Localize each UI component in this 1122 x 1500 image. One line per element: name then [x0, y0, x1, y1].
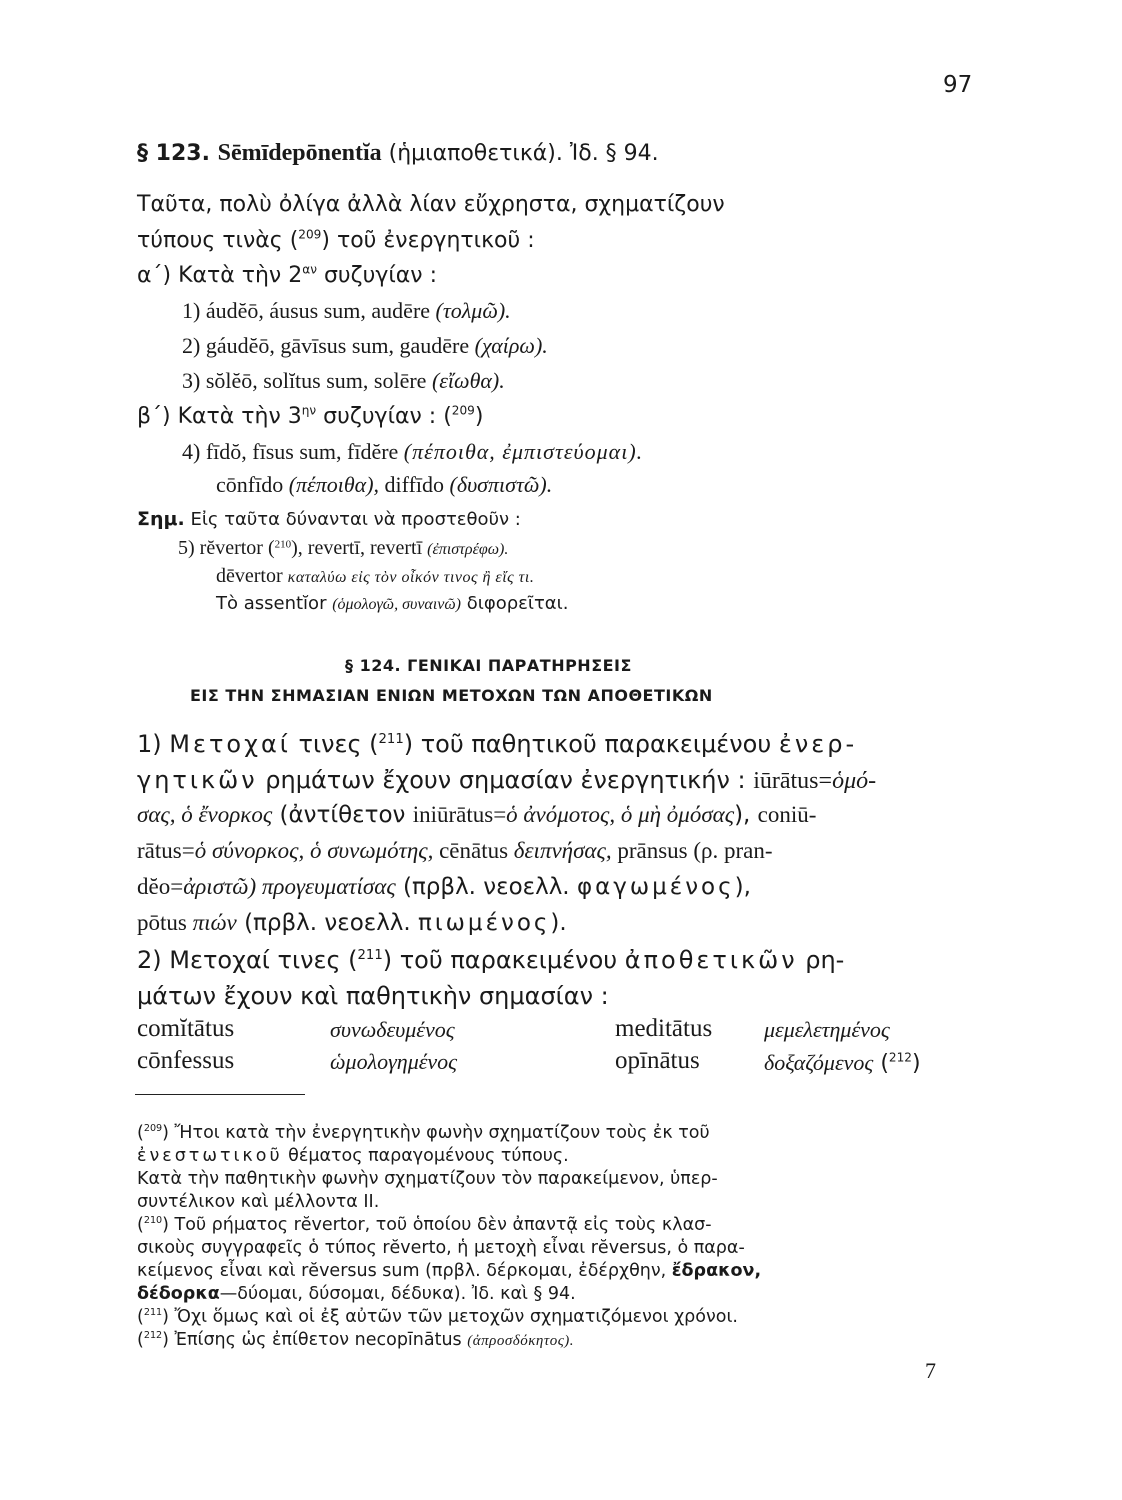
- verb-5: [178, 537, 508, 560]
- p1-text8: (πρβλ. νεοελλ.: [236, 910, 419, 936]
- conj-b-sup: ην: [301, 403, 317, 418]
- footnote-number: 211: [143, 1307, 163, 1319]
- note-label: Σημ.: [137, 508, 185, 530]
- p1-spaced3: γητικῶν: [137, 766, 258, 794]
- diffido: diffīdo: [379, 472, 450, 497]
- verb-4-greek: (πέποιθα, ἐμπιστεύομαι).: [403, 439, 644, 464]
- footnote-209: ($^{209}$) Ἤτοι κατὰ τὴν ἐνεργητικὴν φωνὴν σχηματίζουν τοὺς ἐκ τοῦ: [137, 1123, 710, 1143]
- footnote-ref: 211: [378, 732, 404, 747]
- p1-greek4: δειπνήσας,: [513, 838, 612, 863]
- verb-2-greek: (χαίρω).: [474, 333, 548, 358]
- participle-greek: δοξαζόμενος: [764, 1050, 874, 1075]
- p1-spaced5: πιωμένος: [418, 910, 551, 936]
- page-number: 97: [943, 72, 973, 98]
- devertor: dēvertor: [216, 565, 288, 587]
- p1-pransus: prānsus (ρ. pran-: [611, 838, 773, 863]
- footnote-text: ) Τοῦ ρήματος rĕvertor, τοῦ ὁποίου δὲν ἀπαντᾷ εἰς τοὺς κλασ-: [162, 1215, 712, 1235]
- para1-line6: [137, 910, 567, 936]
- conjugation-b: [137, 404, 483, 429]
- footnote-text: κείμενος εἶναι καὶ rĕversus sum (πρβλ. δέρκομαι, ἐδέρχθην,: [137, 1261, 672, 1281]
- verb-5-latin: 5) rĕvertor (: [178, 537, 275, 559]
- p1-prandeo: dĕo=: [137, 874, 184, 899]
- verb-5-rest: ), revertī, revertī: [291, 537, 428, 559]
- confido: cōnfīdo: [216, 472, 289, 497]
- p1-text5: ),: [734, 802, 758, 828]
- conjugation-a: [137, 263, 437, 288]
- footnote-number: 210: [143, 1215, 163, 1227]
- section-124-subheading: ΕΙΣ ΤΗΝ ΣΗΜΑΣΙΑΝ ΕΝΙΩΝ ΜΕΤΟΧΩΝ ΤΩΝ ΑΠΟΘΕΤΙΚΩΝ: [190, 686, 713, 705]
- verb-2: [182, 333, 548, 359]
- verb-4: [182, 439, 643, 465]
- footnote-ref: 212: [888, 1050, 912, 1065]
- p1-text9: ).: [550, 910, 567, 936]
- p1-num: 1): [137, 730, 170, 758]
- p1-iuratus: iūrātus=: [753, 768, 833, 794]
- footnote-210-l4: [137, 1284, 576, 1304]
- assentior-greek: (ὁμολογῶ, συναινῶ): [332, 596, 461, 613]
- footnote-ref: 209: [298, 227, 322, 242]
- p1-spaced2: ἐνερ-: [778, 730, 858, 758]
- footnote-210-l3: [137, 1261, 761, 1281]
- p1-cenatus: cēnātus: [433, 838, 514, 863]
- participle-latin: meditātus: [615, 1015, 713, 1042]
- p2-text: 2) Μετοχαί τινες (: [137, 946, 358, 974]
- section-prefix: § 123.: [137, 141, 218, 166]
- p1-text: τινες (: [290, 730, 379, 758]
- intro-text-end: ) τοῦ ἐνεργητικοῦ :: [321, 228, 535, 253]
- intro-line-2: [137, 228, 535, 253]
- p1-greek2: ὁ ἀνόμοτος, ὁ μὴ ὀμόσας: [506, 802, 735, 827]
- p1-coniuratus: coniū-: [757, 802, 817, 827]
- footnote-ref: 209: [451, 403, 475, 418]
- p1-potus: pōtus: [137, 910, 193, 935]
- verb-2-latin: 2) gáudĕō, gāvīsus sum, gaudēre: [182, 333, 475, 358]
- participle-greek: μεμελετημένος: [764, 1017, 890, 1042]
- assentior-line: [216, 593, 568, 614]
- footnote-greek: (ἀπροσδόκητος).: [467, 1333, 575, 1349]
- p1-text6: (πρβλ. νεοελλ.: [395, 874, 577, 900]
- signature-mark: 7: [925, 1358, 936, 1383]
- verb-4-latin: 4) fīdŏ, fīsus sum, fīdĕre: [182, 439, 404, 464]
- footnote-number: 209: [143, 1123, 163, 1135]
- footnote-rule: [135, 1094, 305, 1095]
- p1-ratus: rātus=: [137, 838, 195, 863]
- p1-greek3: ὁ σύνορκος, ὁ συνωμότης,: [194, 838, 434, 863]
- footnote-number: 212: [143, 1330, 163, 1342]
- footnote-ref: 211: [357, 948, 383, 963]
- section-greek-title: (ἡμιαποθετικά).: [381, 141, 570, 166]
- verb-3-latin: 3) sŏlĕō, solĭtus sum, solēre: [182, 368, 432, 393]
- participle-latin: cōnfessus: [137, 1047, 235, 1074]
- p1-text7: ),: [734, 874, 751, 900]
- footnote-209-l2: [137, 1146, 569, 1166]
- intro-line-1: Ταῦτα, πολὺ ὀλίγα ἀλλὰ λίαν εὔχρηστα, σχηματίζουν: [137, 192, 725, 217]
- footnote-211: ($^{211}$) Ὄχι ὅμως καὶ οἱ ἐξ αὐτῶν τῶν μετοχῶν σχηματιζόμενοι χρόνοι.: [137, 1307, 738, 1327]
- footnote-209-l4: συντέλικον καὶ μέλλοντα ΙΙ.: [137, 1192, 380, 1212]
- footnote-210-l2: σικοὺς συγγραφεῖς ὁ τύπος rĕverto, ἡ μετοχὴ εἶναι rĕversus, ὁ παρα-: [137, 1238, 745, 1258]
- p1-text4: (ἀντίθετον: [272, 802, 413, 828]
- para1-line4: [137, 838, 773, 864]
- para1-line5: [137, 874, 751, 900]
- participle-greek: συνωδευμένος: [330, 1017, 455, 1042]
- footnote-ref: 210: [274, 538, 292, 551]
- p1-greek6: πιών: [192, 910, 237, 935]
- footnote-text: θέματος παραγομένους τύπους.: [282, 1146, 569, 1166]
- participle-latin: opīnātus: [615, 1047, 700, 1074]
- devertor-line: [216, 565, 534, 588]
- para1-line1: [137, 730, 857, 758]
- p1-text3: ρημάτων ἔχουν σημασίαν ἐνεργητικήν :: [257, 766, 754, 794]
- footnote-text: ) Ἤτοι κατὰ τὴν ἐνεργητικὴν φωνὴν σχηματίζουν τοὺς ἐκ τοῦ: [162, 1123, 710, 1143]
- p2-spaced: ἀποθετικῶν: [624, 946, 798, 974]
- p1-text2: ) τοῦ παθητικοῦ παρακειμένου: [403, 730, 779, 758]
- section-ref: Ἰδ. § 94.: [569, 141, 659, 166]
- participle-greek: ὡμολογημένος: [330, 1049, 458, 1074]
- para2-line1: [137, 946, 844, 974]
- footnote-spaced: ἐνεστωτικοῦ: [137, 1146, 283, 1166]
- devertor-greek: καταλύω εἰς τὸν οἶκόν τινος ἢ εἴς τι.: [287, 569, 535, 586]
- assentior: Τὸ assentĭor: [216, 593, 333, 614]
- p2-text3: ρη-: [797, 946, 845, 974]
- verb-1-greek: (τολμῶ).: [435, 298, 511, 323]
- verb-3: [182, 368, 505, 394]
- footnote-bold: ἔδρακον,: [671, 1261, 762, 1281]
- conj-b-label: β΄) Κατὰ τὴν 3: [137, 404, 302, 429]
- verb-1-latin: 1) áudĕō, áusus sum, audēre: [182, 298, 436, 323]
- intro-text: τύπους τινὰς (: [137, 228, 299, 253]
- para2-line2: μάτων ἔχουν καὶ παθητικὴν σημασίαν :: [137, 982, 609, 1010]
- para1-line2: [137, 766, 876, 795]
- assentior-end: διφορεῖται.: [461, 593, 569, 614]
- note-line: [137, 508, 521, 530]
- section-latin-title: Sēmīdepōnentĭa: [217, 140, 382, 166]
- para1-line3: [137, 802, 816, 828]
- conj-a-rest: συζυγίαν :: [316, 263, 437, 288]
- verb-1: [182, 298, 511, 324]
- footnote-text: ) Ἐπίσης ὡς ἐπίθετον necopīnātus: [162, 1330, 468, 1350]
- verb-3-greek: (εἴωθα).: [431, 368, 505, 393]
- p1-iniuratus: iniūrātus=: [412, 802, 507, 827]
- confido-greek: (πέποιθα),: [288, 472, 380, 497]
- p1-greek5: ἀριστῶ) προγευματίσας: [183, 874, 396, 899]
- section-124-heading: § 124. ΓΕΝΙΚΑΙ ΠΑΡΑΤΗΡΗΣΕΙΣ: [345, 656, 632, 675]
- verb-4b: [216, 472, 552, 498]
- diffido-greek: (δυσπιστῶ).: [449, 472, 553, 497]
- footnote-text: —δύομαι, δύσομαι, δέδυκα). Ἰδ. καὶ § 94.: [219, 1284, 576, 1304]
- footnote-209-l3: Κατὰ τὴν παθητικὴν φωνὴν σχηματίζουν τὸν παρακείμενον, ὑπερ-: [137, 1169, 718, 1189]
- conj-b-rest: συζυγίαν : (: [316, 404, 452, 429]
- verb-5-greek: (ἐπιστρέφω).: [427, 541, 509, 558]
- footnote-212: ($^{212}$) Ἐπίσης ὡς ἐπίθετον necopīnātus (ἀπροσδόκητος).: [137, 1330, 575, 1350]
- participle-latin: comĭtātus: [137, 1015, 235, 1042]
- footnote-210: ($^{210}$) Τοῦ ρήματος rĕvertor, τοῦ ὁποίου δὲν ἀπαντᾷ εἰς τοὺς κλασ-: [137, 1215, 712, 1235]
- conj-a-label: α΄) Κατὰ τὴν 2: [137, 263, 303, 288]
- footnote-text: ) Ὄχι ὅμως καὶ οἱ ἐξ αὐτῶν τῶν μετοχῶν σχηματιζόμενοι χρόνοι.: [162, 1307, 738, 1327]
- footnote-bold: δέδορκα: [137, 1284, 220, 1304]
- note-text: Εἰς ταῦτα δύνανται νὰ προστεθοῦν :: [184, 509, 521, 530]
- p1-spaced4: φαγωμένος: [576, 874, 735, 900]
- p1-greek1: σας, ὁ ἔνορκος: [137, 802, 273, 827]
- p1-iuratus-greek: ὁμό-: [832, 768, 877, 794]
- p1-spaced: Μετοχαί: [169, 730, 291, 758]
- conj-b-close: ): [474, 404, 484, 429]
- p2-text2: ) τοῦ παρακειμένου: [382, 946, 625, 974]
- conj-a-sup: αν: [302, 262, 317, 277]
- section-123-title: [137, 140, 659, 167]
